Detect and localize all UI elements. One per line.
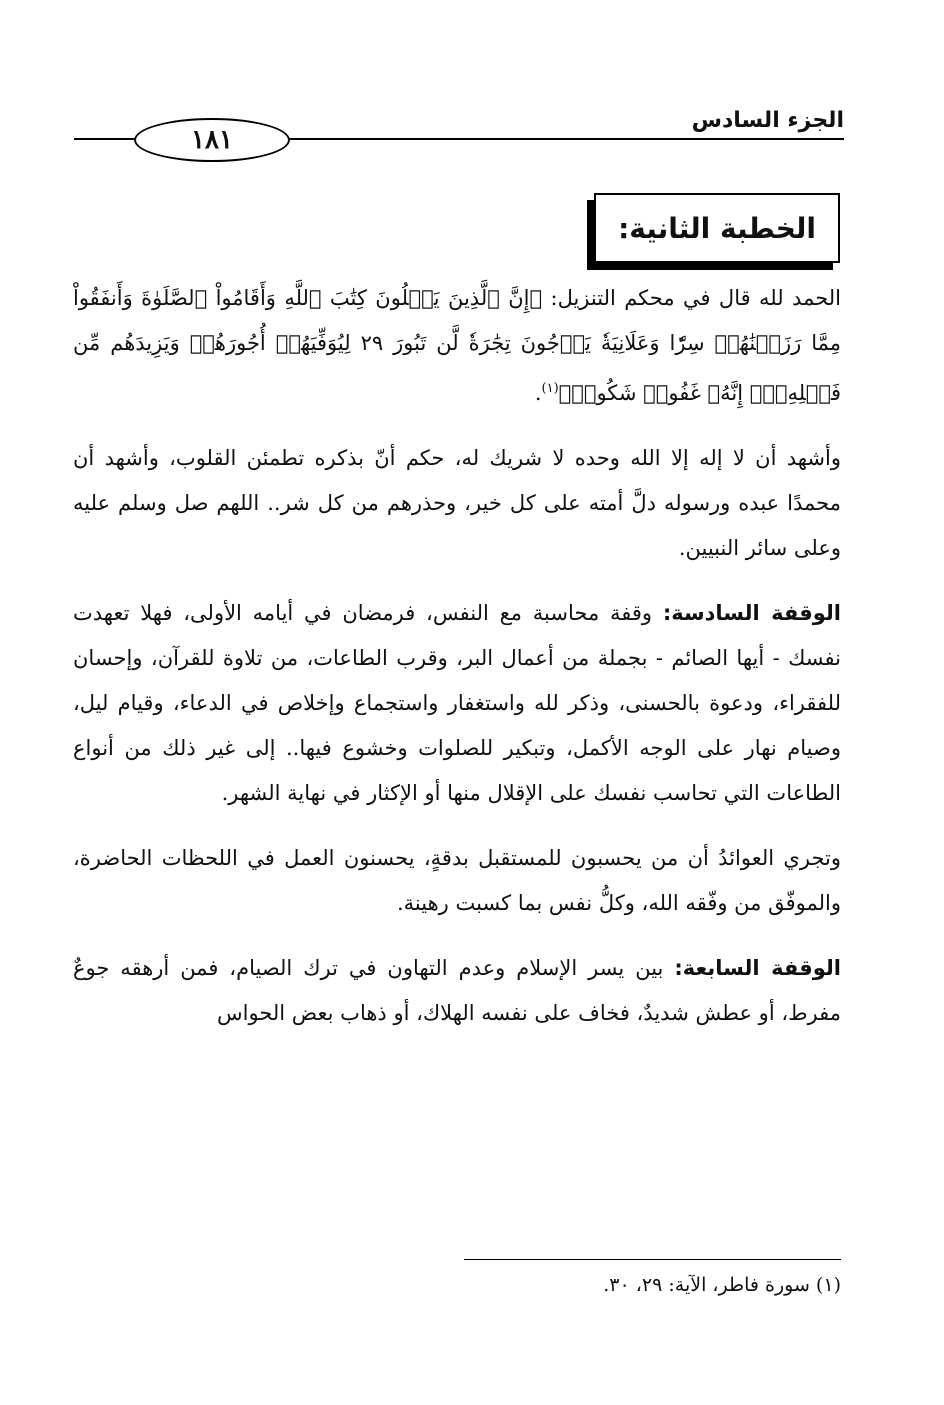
paragraph-lead: الوقفة السادسة: [662,601,841,625]
footnote: (١) سورة فاطر، الآية: ٢٩، ٣٠. [603,1274,841,1296]
paragraph-text: وتجري العوائدُ أن من يحسبون للمستقبل بدقةٍ، يحسنون العمل في اللحظات الحاضرة، والموفّق من وفّقه الله، وكلُّ نفس بما كسبت رهينة. [73,846,841,915]
paragraph-text: الحمد لله قال في محكم التنزيل: ﴿إِنَّ ٱلَّذِينَ يَتۡلُونَ كِتَٰبَ ٱللَّهِ وَأَقَامُواْ ٱلصَّلَوٰةَ وَأَنفَقُواْ مِمَّا رَزَقۡنَٰهُمۡ سِرّٗا وَعَلَانِيَةٗ يَرۡجُونَ تِجَٰرَةٗ لَّن تَبُورَ ٢٩ لِيُوَفِّيَهُمۡ أُجُورَهُمۡ وَيَزِيدَهُم مِّن فَضۡلِهِۦٓۚ إِنَّهُۥ غَفُورٞ شَكُورٞ﴾ [73,286,841,405]
paragraph-2 [73,436,841,571]
paragraph-tail: . [534,381,542,405]
running-head: الجزء السادس [691,108,844,133]
paragraph-lead: الوقفة السابعة: [674,956,841,980]
paragraph-text: وأشهد أن لا إله إلا الله وحده لا شريك له، حكم أنّ بذكره تطمئن القلوب، وأشهد أن محمدًا عبده ورسوله دلَّ أمته على كل خير، وحذرهم من كل شر.. اللهم صل وسلم عليه وعلى سائر النبيين. [73,446,841,560]
paragraph-5 [73,946,841,1036]
paragraph-3 [73,591,841,816]
body-text [73,276,841,1056]
paragraph-text: وقفة محاسبة مع النفس، فرمضان في أيامه الأولى، فهلا تعهدت نفسك - أيها الصائم - بجملة من أعمال البر، وقرب الطاعات، من تلاوة للقرآن، وإحسان للفقراء، ودعوة بالحسنى، وذكر لله واستغفار واستجماع وإخلاص في الدعاء، وقيام ليل، وصيام نهار على الوجه الأكمل، وتبكير للصلوات وخشوع فيها.. إلى غير ذلك من أنواع الطاعات التي تحاسب نفسك على الإقلال منها أو الإكثار في نهاية الشهر. [73,601,841,805]
page-header [74,104,844,155]
footnote-ref: (١) [541,381,559,396]
section-heading: الخطبة الثانية: [618,211,816,245]
section-heading-box [594,193,840,263]
page-number: ١٨١ [134,118,290,162]
footnote-rule [464,1259,841,1260]
paragraph-text: بين يسر الإسلام وعدم التهاون في ترك الصيام، فمن أرهقه جوعٌ مفرط، أو عطش شديدٌ، فخاف على نفسه الهلاك، أو ذهاب بعض الحواس [73,956,841,1025]
paragraph-1 [73,276,841,416]
paragraph-4 [73,836,841,926]
